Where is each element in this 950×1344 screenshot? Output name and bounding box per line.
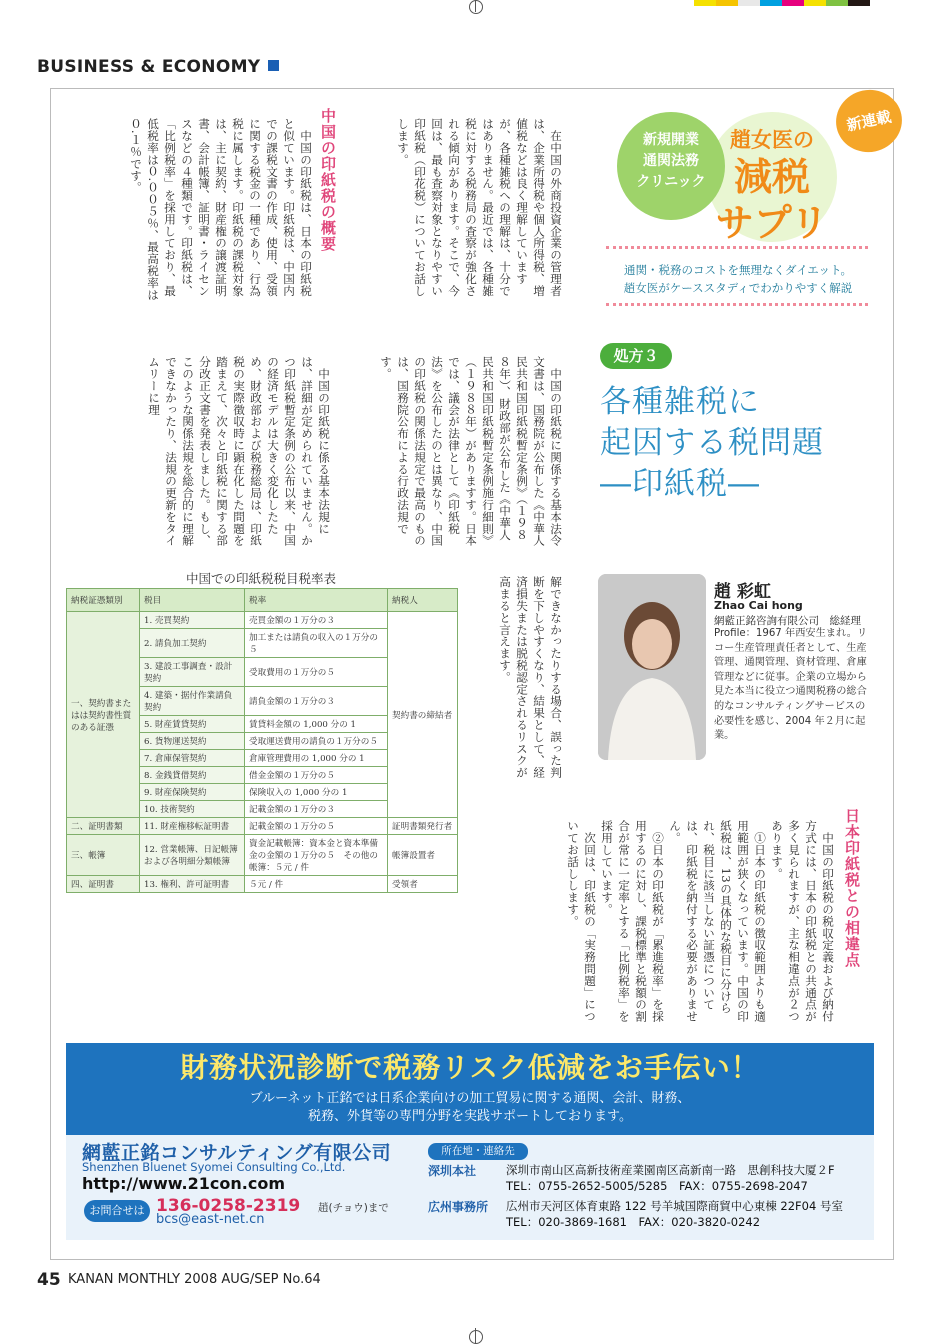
series-circle-text: 新規開業 通関法務 クリニック (636, 132, 706, 190)
prescription-badge: 処方３ (600, 343, 672, 369)
table-cell-rate: 受取運送費用の請負の１万分の５ (245, 733, 388, 750)
company-english-name: Shenzhen Bluenet Syomei Consulting Co.,Ltd. (82, 1160, 346, 1174)
table-title: 中国での印紙税税目税率表 (185, 571, 336, 586)
color-bar (694, 0, 870, 6)
table-cell-item: 9. 財産保険契約 (140, 784, 245, 801)
table-row (67, 612, 458, 629)
location-label: 所在地・連絡先 (428, 1143, 528, 1160)
table-cell-item: 3. 建設工事調査・設計契約 (140, 658, 245, 687)
dotted-divider (606, 303, 868, 306)
company-name: 網藍正銘コンサルティング有限公司 (82, 1142, 392, 1164)
article-headline: 各種雑税に 起因する税問題 ―印紙税― (600, 384, 824, 502)
table-cell-payer: 証明書類発行者 (388, 818, 458, 835)
table-cell-item: 12. 営業帳簿、日記帳簿および各明細分類帳簿 (140, 835, 245, 876)
table-cell-rate: 賃貸料金額の 1,000 分の 1 (245, 716, 388, 733)
registration-circle-bottom (469, 1330, 483, 1344)
table-header: 税目 (140, 589, 245, 612)
banner-subtext: ブルーネット正銘では日系企業向けの加工貿易に関する通関、会計、財務、 税務、外貨等の専門分野を実践サポートしております。 (249, 1091, 691, 1124)
author-photo (598, 574, 706, 760)
table-cell-item: 4. 建築・据付作業請負契約 (140, 687, 245, 716)
table-cell-rate: 売買金額の１万分の３ (245, 612, 388, 629)
series-title-line2: 減税 サプリ (715, 155, 829, 245)
table-cell-item: 13. 権利、許可証明書 (140, 876, 245, 893)
table-cell-category: 一、契約書またはは契約書性質のある証憑 (67, 612, 140, 818)
table-cell-category: 三、帳簿 (67, 835, 140, 876)
office-address-shenzhen: 深圳市南山区高新技術産業園南区高新南一路 思創科技大厦２F (506, 1163, 835, 1177)
author-title: 網藍正銘咨詢有限公司 総経理 (714, 615, 861, 627)
table-cell-rate: 資金記載帳簿：資本金と資本準備金の金額の１万分の５ その他の帳簿：５元 / 件 (245, 835, 388, 876)
banner-headline: 財務状況診断で税務リスク低減をお手伝い！ (180, 1051, 760, 1084)
office-label-guangzhou: 広州事務所 (428, 1200, 489, 1214)
inquiry-phone[interactable]: 136-0258-2319 (156, 1196, 301, 1216)
body-column-4: 中国の印紙税に係る基本法規には、詳細が定められていません。かつ印紙税暫定条例の公布以来、中国の経済モデルは大きく変化したため、財政部および税務総局は、印紙税の実際徴収時に顕在化した問題を踏まえて、次々と印紙税に関する部分改正文書を発表しました。もし、このような関係法規を総合的に理解できなかったり、法規の更新をタイムリーに理 (147, 356, 331, 547)
table-cell-category: 二、証明書類 (67, 818, 140, 835)
dotted-divider (606, 246, 868, 249)
company-url-link[interactable]: http://www.21con.com (82, 1174, 285, 1193)
table-cell-rate: 加工または請負の収入の１万分の５ (245, 629, 388, 658)
table-header-row (67, 589, 458, 612)
table-row (67, 835, 458, 876)
table-cell-item: 7. 倉庫保管契約 (140, 750, 245, 767)
inquiry-note: 趙(チョウ)まで (318, 1202, 389, 1214)
tax-rate-table (66, 588, 458, 893)
table-cell-item: 6. 貨物運送契約 (140, 733, 245, 750)
series-title-line1: 趙女医の (730, 128, 814, 152)
publication-info: KANAN MONTHLY 2008 AUG/SEP No.64 (68, 1272, 321, 1287)
table-cell-item: 1. 売買契約 (140, 612, 245, 629)
table-cell-rate: ５元 / 件 (245, 876, 388, 893)
table-header: 納税証憑類別 (67, 589, 140, 612)
table-cell-payer: 帳簿設置者 (388, 835, 458, 876)
table-cell-category: 四、証明書 (67, 876, 140, 893)
author-profile: Profile：1967 年西安生まれ。リコー生産管理責任者として、生産管理、通関管理、資材管理、倉庫管理などに従事。企業の立場から見た本当に役立つ通関税務の総合的なコンサルティングサービスの必要性を感じ、2004 年２月に起業。 (714, 628, 868, 742)
body-column-2: 中国の印紙税は、日本の印紙税と似ています。印紙税は、中国内での課税文書の作成、使用、受領に関する税金の一種であり、行為税に属します。印紙税の課税対象は、主に契約、財産権の譲渡証明書、会計帳簿、証明書・ライセンスなどの４種類です。印紙税は、「比例税率」を採用しており、最低税率は０.００５％、最高税率は０.１％です。 (129, 118, 313, 301)
table-cell-rate: 借金金額の１万分の５ (245, 767, 388, 784)
portrait-icon (598, 574, 706, 760)
table-cell-rate: 記載金額の１万分の５ (245, 818, 388, 835)
table-row (67, 818, 458, 835)
office-contact-shenzhen: TEL：0755-2652-5005/5285 FAX：0755-2698-2047 (506, 1179, 808, 1193)
table-cell-rate: 記載金額の１万分の３ (245, 801, 388, 818)
table-header: 納税人 (388, 589, 458, 612)
table-cell-item: 2. 請負加工契約 (140, 629, 245, 658)
table-row (67, 876, 458, 893)
section-label: BUSINESS & ECONOMY (37, 57, 279, 77)
table-header: 税率 (245, 589, 388, 612)
table-cell-item: 8. 金銭貸借契約 (140, 767, 245, 784)
table-cell-item: 11. 財産権移転証明書 (140, 818, 245, 835)
table-cell-payer: 契約書の締結者 (388, 612, 458, 818)
body-column-3: 中国の印紙税に関係する基本法令文書は、国務院が公布した《中華人民共和国印紙税暫定条例》（１９８８年）、財政部が公布した《中華人民共和国印紙税暫定条例施行細則》（１９８８年）がありますす。日本では、議会が法律として《印紙税法》を公布したのとは異なり、中国の印紙税の関係法規定で最高のものは、国務院公布による行政法規です。 (379, 356, 563, 547)
office-label-shenzhen: 深圳本社 (428, 1164, 477, 1178)
office-address-guangzhou: 広州市天河区体育東路 122 号羊城国際商貿中心東棟 22F04 号室 (506, 1199, 843, 1213)
office-contact-guangzhou: TEL：020-3869-1681 FAX：020-3820-0242 (506, 1215, 761, 1229)
page-number: 45 (37, 1270, 61, 1290)
table-cell-item: 10. 技術契約 (140, 801, 245, 818)
author-name: 趙 彩虹 (714, 582, 771, 602)
series-tagline: 通関・税務のコストを無理なくダイエット。 趙女医がケーススタディでわかりやすく解説 (623, 263, 853, 295)
table-cell-payer: 受領者 (388, 876, 458, 893)
table-cell-item: 5. 財産賃貸契約 (140, 716, 245, 733)
table-cell-rate: 倉庫管理費用の 1,000 分の 1 (245, 750, 388, 767)
inquiry-label: お問合せは (84, 1200, 150, 1222)
table-cell-rate: 保険収入の 1,000 分の 1 (245, 784, 388, 801)
body-column-1: 在中国の外商投資企業の管理者は、企業所得税や個人所得税、増値税などは良く理解していますが、各種雑税への理解は、十分ではありません。最近では、各種雑税に対する税務局の査察が強化される傾向があります。そこで、今回は、最も査察対象となりやすい印紙税（印花税）についてお話しします。 (396, 118, 563, 297)
body-column-5: 解できなかったりする場合、誤った判断を下しやすくなり、結果として、経済損失または脱税認定されるリスクが高まると言えます。 (498, 576, 563, 779)
table-cell-rate: 受取費用の１万分の５ (245, 658, 388, 687)
inquiry-email-link[interactable]: bcs@east-net.cn (156, 1212, 265, 1227)
new-series-badge: 新連載 (830, 84, 907, 158)
registration-circle-top (469, 0, 483, 14)
series-title (712, 126, 832, 246)
square-icon (268, 60, 279, 71)
section-heading-differences: 日本印紙税との相違点 (843, 808, 861, 968)
table-cell-rate: 請負金額の１万分の３ (245, 687, 388, 716)
section-heading-overview: 中国の印紙税の概要 (319, 108, 337, 252)
author-roman-name: Zhao Cai hong (714, 599, 803, 612)
body-column-6: 中国の印紙税の税収定義および納付方式には、日本の印紙税との共通点が多く見られますが、主な相違点が２つあります。 ①日本の印紙税の徴収範囲よりも適用範囲が狭くなっています。中国の印紙税は、13の具体的な税目に分けられ、税目に該当しない証憑については、印紙税を納付する必要がありません。 ②日本の印紙税が「累進税率」を採用するのに対し、課税標準と税額の割合が常に一定率とする「比例税率」を採用しています。 次回は、印紙税の「実務問題」についてお話しします。 (566, 820, 835, 1023)
